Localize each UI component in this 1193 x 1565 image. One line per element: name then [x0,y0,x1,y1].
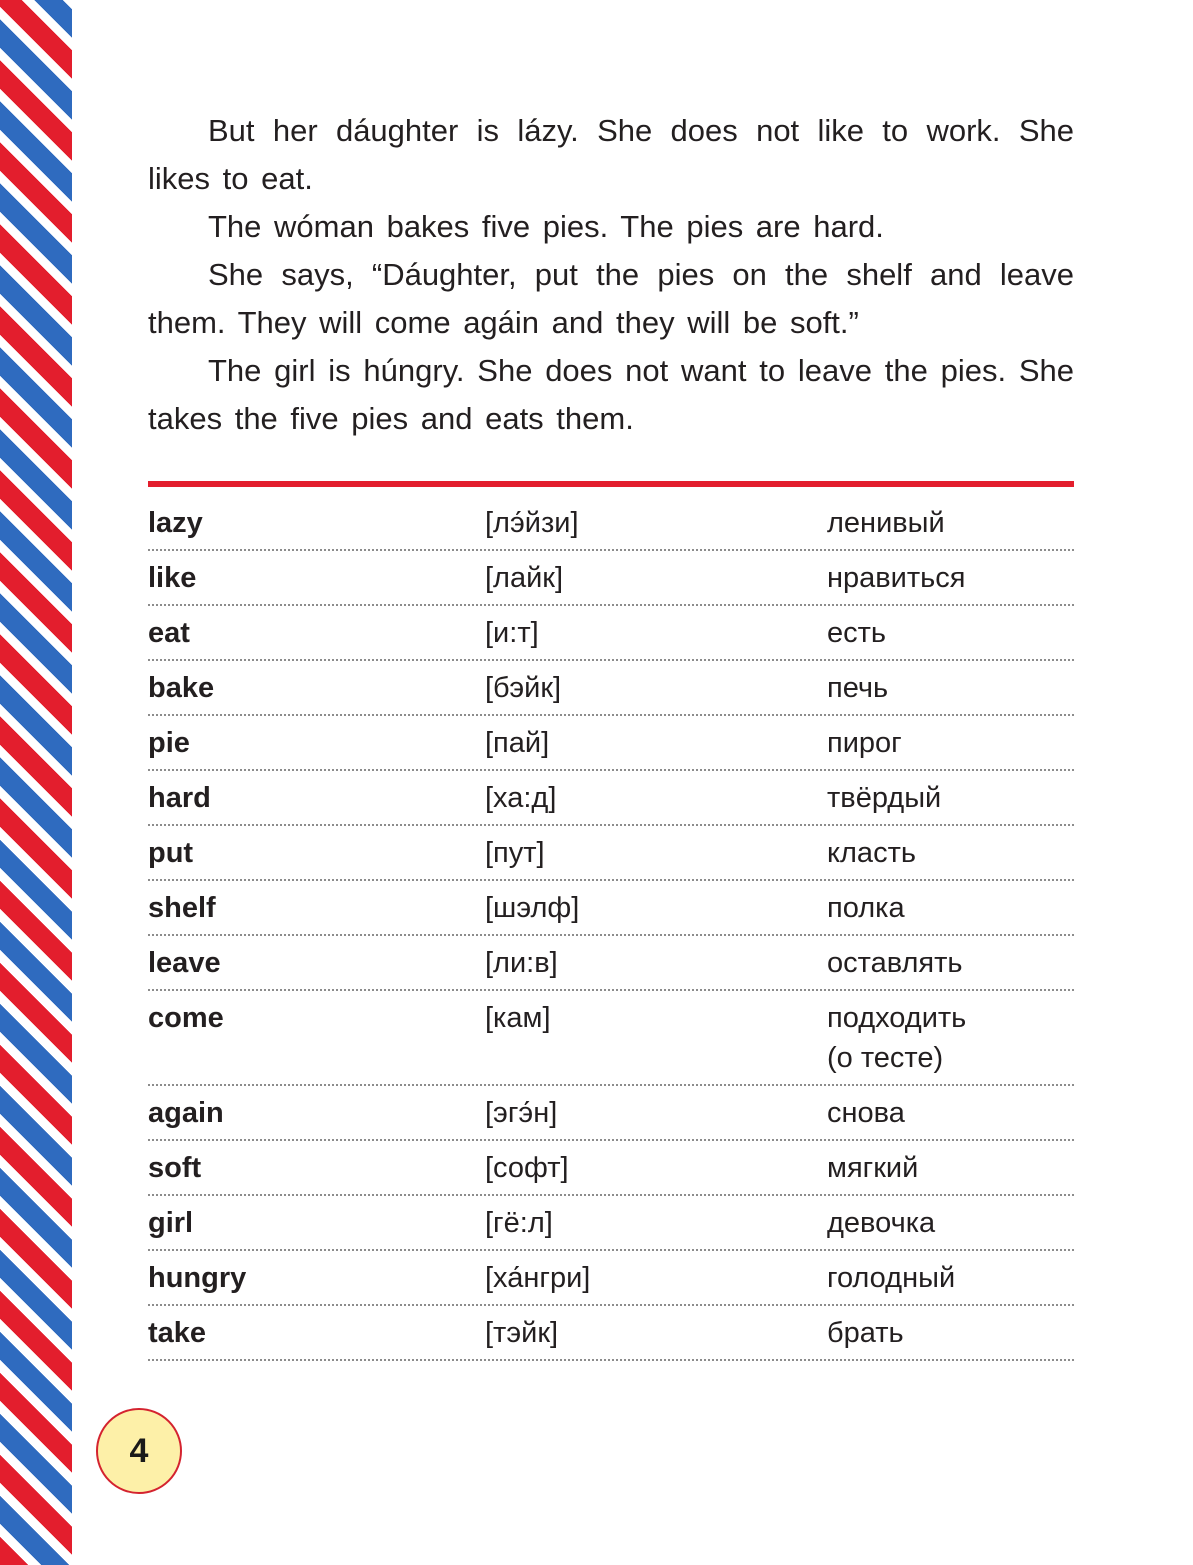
story-paragraph: She says, “Dáughter, put the pies on the shelf and leave them. They will come agáin and they will be soft.” [148,257,1074,340]
vocab-transcription: [лэ́йзи] [485,507,579,539]
vocab-word: shelf [148,892,216,924]
page-number-badge [96,1408,182,1494]
vocab-translation: пирог [827,727,902,759]
vocab-translation: нравиться [827,562,966,594]
vocab-transcription: [ха:д] [485,782,557,814]
vocab-row [148,606,1074,661]
vocab-transcription: [эгэ́н] [485,1097,558,1129]
vocab-transcription: [кам] [485,1002,551,1034]
vocab-row [148,991,1074,1086]
vocab-word: come [148,1002,224,1034]
vocab-translation: есть [827,617,887,649]
vocab-row [148,1086,1074,1141]
vocab-translation: девочка [827,1207,936,1239]
story-paragraph: The wóman bakes five pies. The pies are hard. [208,209,884,244]
vocab-transcription: [ха́нгри] [485,1262,591,1294]
vocab-translation-note: (о тесте) [827,1042,944,1074]
page-number: 4 [129,1431,149,1470]
vocab-word: hungry [148,1262,247,1294]
striped-border [0,0,72,1565]
vocab-translation: снова [827,1097,905,1129]
vocab-word: take [148,1317,207,1349]
vocab-row [148,1306,1074,1361]
vocab-row [148,551,1074,606]
vocab-row [148,661,1074,716]
vocab-word: put [148,837,194,869]
vocab-translation: полка [827,892,905,924]
vocab-word: lazy [148,507,203,539]
red-divider [148,481,1074,487]
vocab-row [148,1141,1074,1196]
vocab-translation: класть [827,837,916,869]
vocab-word: like [148,562,197,594]
vocabulary-table [148,496,1074,1361]
vocab-transcription: [ли:в] [485,947,558,979]
vocab-translation: оставлять [827,947,963,979]
vocab-transcription: [пут] [485,837,545,869]
vocab-transcription: [шэлф] [485,892,580,924]
vocab-row [148,826,1074,881]
vocab-word: bake [148,672,215,704]
vocab-word: again [148,1097,224,1129]
vocab-translation: голодный [827,1262,956,1294]
vocab-row [148,881,1074,936]
vocab-word: leave [148,947,221,979]
vocab-transcription: [лайк] [485,562,564,594]
vocab-word: eat [148,617,190,649]
story-paragraph: But her dáughter is lázy. She does not like to work. She likes to eat. [148,113,1074,196]
story-text [148,107,1074,443]
vocab-row [148,1196,1074,1251]
vocab-translation: брать [827,1317,904,1349]
vocab-word: girl [148,1207,194,1239]
vocab-transcription: [пай] [485,727,550,759]
vocab-word: hard [148,782,211,814]
vocab-translation: мягкий [827,1152,919,1184]
vocab-word: soft [148,1152,202,1184]
vocab-row [148,771,1074,826]
vocab-row [148,1251,1074,1306]
vocab-translation: ленивый [827,507,945,539]
vocab-transcription: [и:т] [485,617,539,649]
vocab-transcription: [тэйк] [485,1317,559,1349]
vocab-word: pie [148,727,190,759]
vocab-row [148,936,1074,991]
vocab-transcription: [бэйк] [485,672,562,704]
vocab-translation: печь [827,672,889,704]
vocab-row [148,716,1074,771]
story-paragraph: The girl is húngry. She does not want to leave the pies. She takes the five pies and eats them. [148,353,1074,436]
vocab-transcription: [софт] [485,1152,569,1184]
vocab-translation: твёрдый [827,782,942,814]
vocab-transcription: [гё:л] [485,1207,553,1239]
vocab-translation: подходить [827,1002,967,1034]
vocab-row [148,496,1074,551]
vocab-translation-cell [827,998,1074,1078]
